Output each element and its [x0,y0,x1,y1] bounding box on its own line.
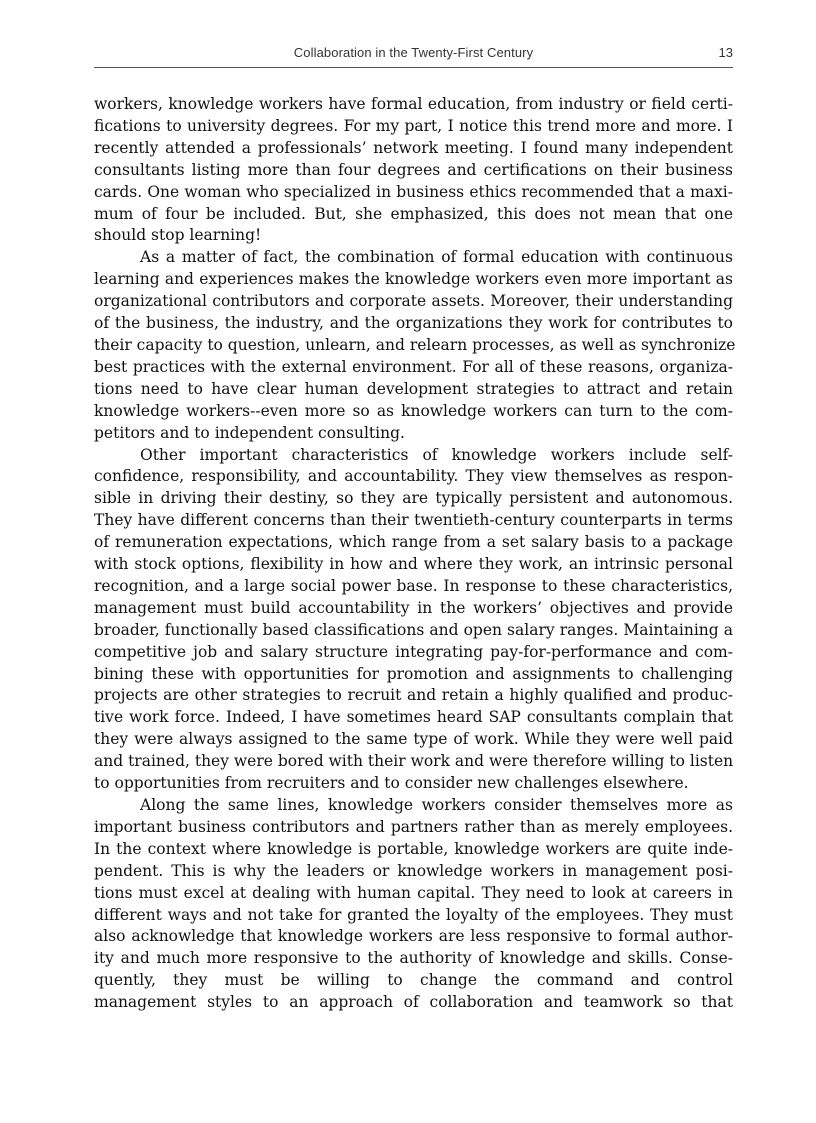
body-text [94,94,736,1014]
text-line: with stock options, flexibility in how and where they work, an intrinsic personal [94,555,733,574]
text-line: consultants listing more than four degrees and certifications on their business [94,160,733,179]
text-line: tive work force. Indeed, I have sometimes heard SAP consultants complain that [94,708,733,727]
text-line: important business contributors and partners rather than as merely employees. [94,817,733,836]
paragraph [94,247,736,444]
text-line: They have different concerns than their twentieth-century counterparts in terms [94,511,733,530]
text-line: competitive job and salary structure integrating pay-for-performance and com- [94,642,733,661]
text-line: fications to university degrees. For my part, I notice this trend more and more. I [94,116,733,135]
text-line: different ways and not take for granted the loyalty of the employees. They must [94,905,733,924]
text-line: to opportunities from recruiters and to consider new challenges elsewhere. [94,774,689,793]
text-line: organizational contributors and corporate assets. Moreover, their understanding [94,292,733,311]
text-line: recently attended a professionals’ network meeting. I found many independent [94,138,733,157]
text-line: management styles to an approach of collaboration and teamwork so that [94,993,733,1012]
text-line: mum of four be included. But, she emphasized, this does not mean that one [94,204,733,223]
text-line: confidence, responsibility, and accountability. They view themselves as respon- [94,467,733,486]
text-line: Other important characteristics of knowledge workers include self- [140,445,733,464]
text-line: sible in driving their destiny, so they are typically persistent and autonomous. [94,489,733,508]
paragraph [94,795,733,1014]
text-line: learning and experiences makes the knowledge workers even more important as [94,270,733,289]
running-head [94,41,733,68]
text-line: In the context where knowledge is portable, knowledge workers are quite inde- [94,839,733,858]
running-head-title: Collaboration in the Twenty-First Century [293,45,534,60]
text-line: their capacity to question, unlearn, and relearn processes, as well as synchronize [94,335,736,354]
text-line: cards. One woman who specialized in business ethics recommended that a maxi- [94,182,733,201]
text-line: management must build accountability in the workers’ objectives and provide [94,598,733,617]
text-line: bining these with opportunities for promotion and assignments to challenging [94,664,733,683]
text-line: recognition, and a large social power base. In response to these characteristics, [94,576,733,595]
text-line: they were always assigned to the same type of work. While they were well paid [94,730,733,749]
text-line: should stop learning! [94,226,262,245]
text-line: of remuneration expectations, which range from a set salary basis to a package [94,533,733,552]
text-line: knowledge workers--even more so as knowledge workers can turn to the com- [94,401,733,420]
text-line: broader, functionally based classifications and open salary ranges. Maintaining a [94,620,733,639]
text-line: tions must excel at dealing with human capital. They need to look at careers in [94,883,733,902]
paragraph [94,445,733,796]
text-line: and trained, they were bored with their work and were therefore willing to listen [94,752,734,771]
text-line: petitors and to independent consulting. [94,423,405,442]
text-line: ity and much more responsive to the authority of knowledge and skills. Conse- [94,949,733,968]
text-line: projects are other strategies to recruit and retain a highly qualified and produc- [94,686,733,705]
paragraph [94,94,733,247]
text-line: As a matter of fact, the combination of formal education with continuous [140,248,733,267]
text-line: Along the same lines, knowledge workers consider themselves more as [140,796,733,814]
text-line: also acknowledge that knowledge workers are less responsive to formal author- [94,927,733,946]
page-number: 13 [718,45,733,60]
text-line: tions need to have clear human development strategies to attract and retain [94,379,733,398]
text-line: best practices with the external environment. For all of these reasons, organiza- [94,357,733,376]
text-line: workers, knowledge workers have formal education, from industry or field certi- [94,95,733,113]
text-line: quently, they must be willing to change the command and control [94,971,733,990]
text-line: pendent. This is why the leaders or knowledge workers in management posi- [94,861,733,880]
text-line: of the business, the industry, and the organizations they work for contributes to [94,314,733,333]
